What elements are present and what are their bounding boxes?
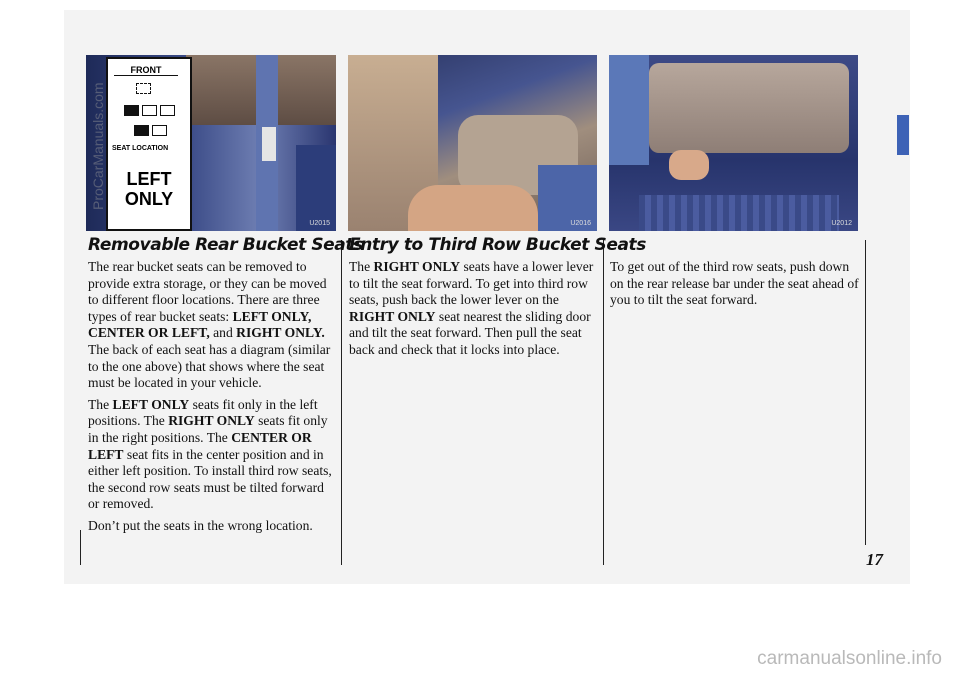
section-tab-marker [897, 115, 909, 155]
middle-body [349, 259, 599, 364]
column-divider [80, 530, 81, 565]
photo-code: U2012 [831, 220, 852, 227]
left-paragraph-2: The LEFT ONLY seats fit only in the left positions. The RIGHT ONLY seats fit only in the right positions. The CENTER OR LEFT seat fits in the center position and in either left position. To install third row seats, the second row seats must be tilted forward or removed. [88, 396, 332, 512]
right-body [610, 259, 860, 314]
photo-code: U2015 [309, 220, 330, 227]
middle-heading: Entry to Third Row Bucket Seats [349, 235, 646, 255]
lower-lever-photo [348, 55, 597, 231]
left-body [88, 259, 336, 540]
watermark-text: ProCarManuals.com [90, 82, 106, 210]
column-divider [341, 240, 342, 565]
release-bar-photo [609, 55, 858, 231]
right-paragraph-1: To get out of the third row seats, push down on the rear release bar under the seat ahead of you to tilt the seat forward. [610, 259, 859, 308]
seat-icon [134, 125, 149, 136]
left-heading: Removable Rear Bucket Seats [88, 235, 363, 255]
seat-icon [142, 105, 157, 116]
seat-icon [124, 105, 139, 116]
label-front-text: FRONT [114, 65, 178, 76]
seat-icon [152, 125, 167, 136]
page-number: 17 [866, 550, 883, 569]
label-location-text: SEAT LOCATION [112, 145, 169, 152]
left-paragraph-1: The rear bucket seats can be removed to provide extra storage, or they can be moved to different floor locations. There are three types of rear bucket seats: LEFT ONLY, CENTER OR LEFT, and RIGHT ONLY. The back of each seat has a diagram (similar to the one above) that shows where the seat must be located in your vehicle. [88, 259, 331, 391]
column-divider [865, 240, 866, 545]
column-divider [603, 240, 604, 565]
label-main-text: LEFT ONLY [108, 159, 190, 229]
left-paragraph-3: Don’t put the seats in the wrong location. [88, 517, 313, 533]
seat-icon [160, 105, 175, 116]
seat-icon [136, 83, 151, 94]
photo-code: U2016 [570, 220, 591, 227]
seat-location-label [106, 57, 192, 231]
middle-paragraph-1: The RIGHT ONLY seats have a lower lever to tilt the seat forward. To get into third row seats, push back the lower lever on the RIGHT ONLY seat nearest the sliding door and tilt the seat forward. Then pull the seat back and check that it locks into place. [349, 259, 594, 357]
footer-site-mark: carmanualsonline.info [757, 648, 942, 669]
seat-location-label-photo [86, 55, 336, 231]
